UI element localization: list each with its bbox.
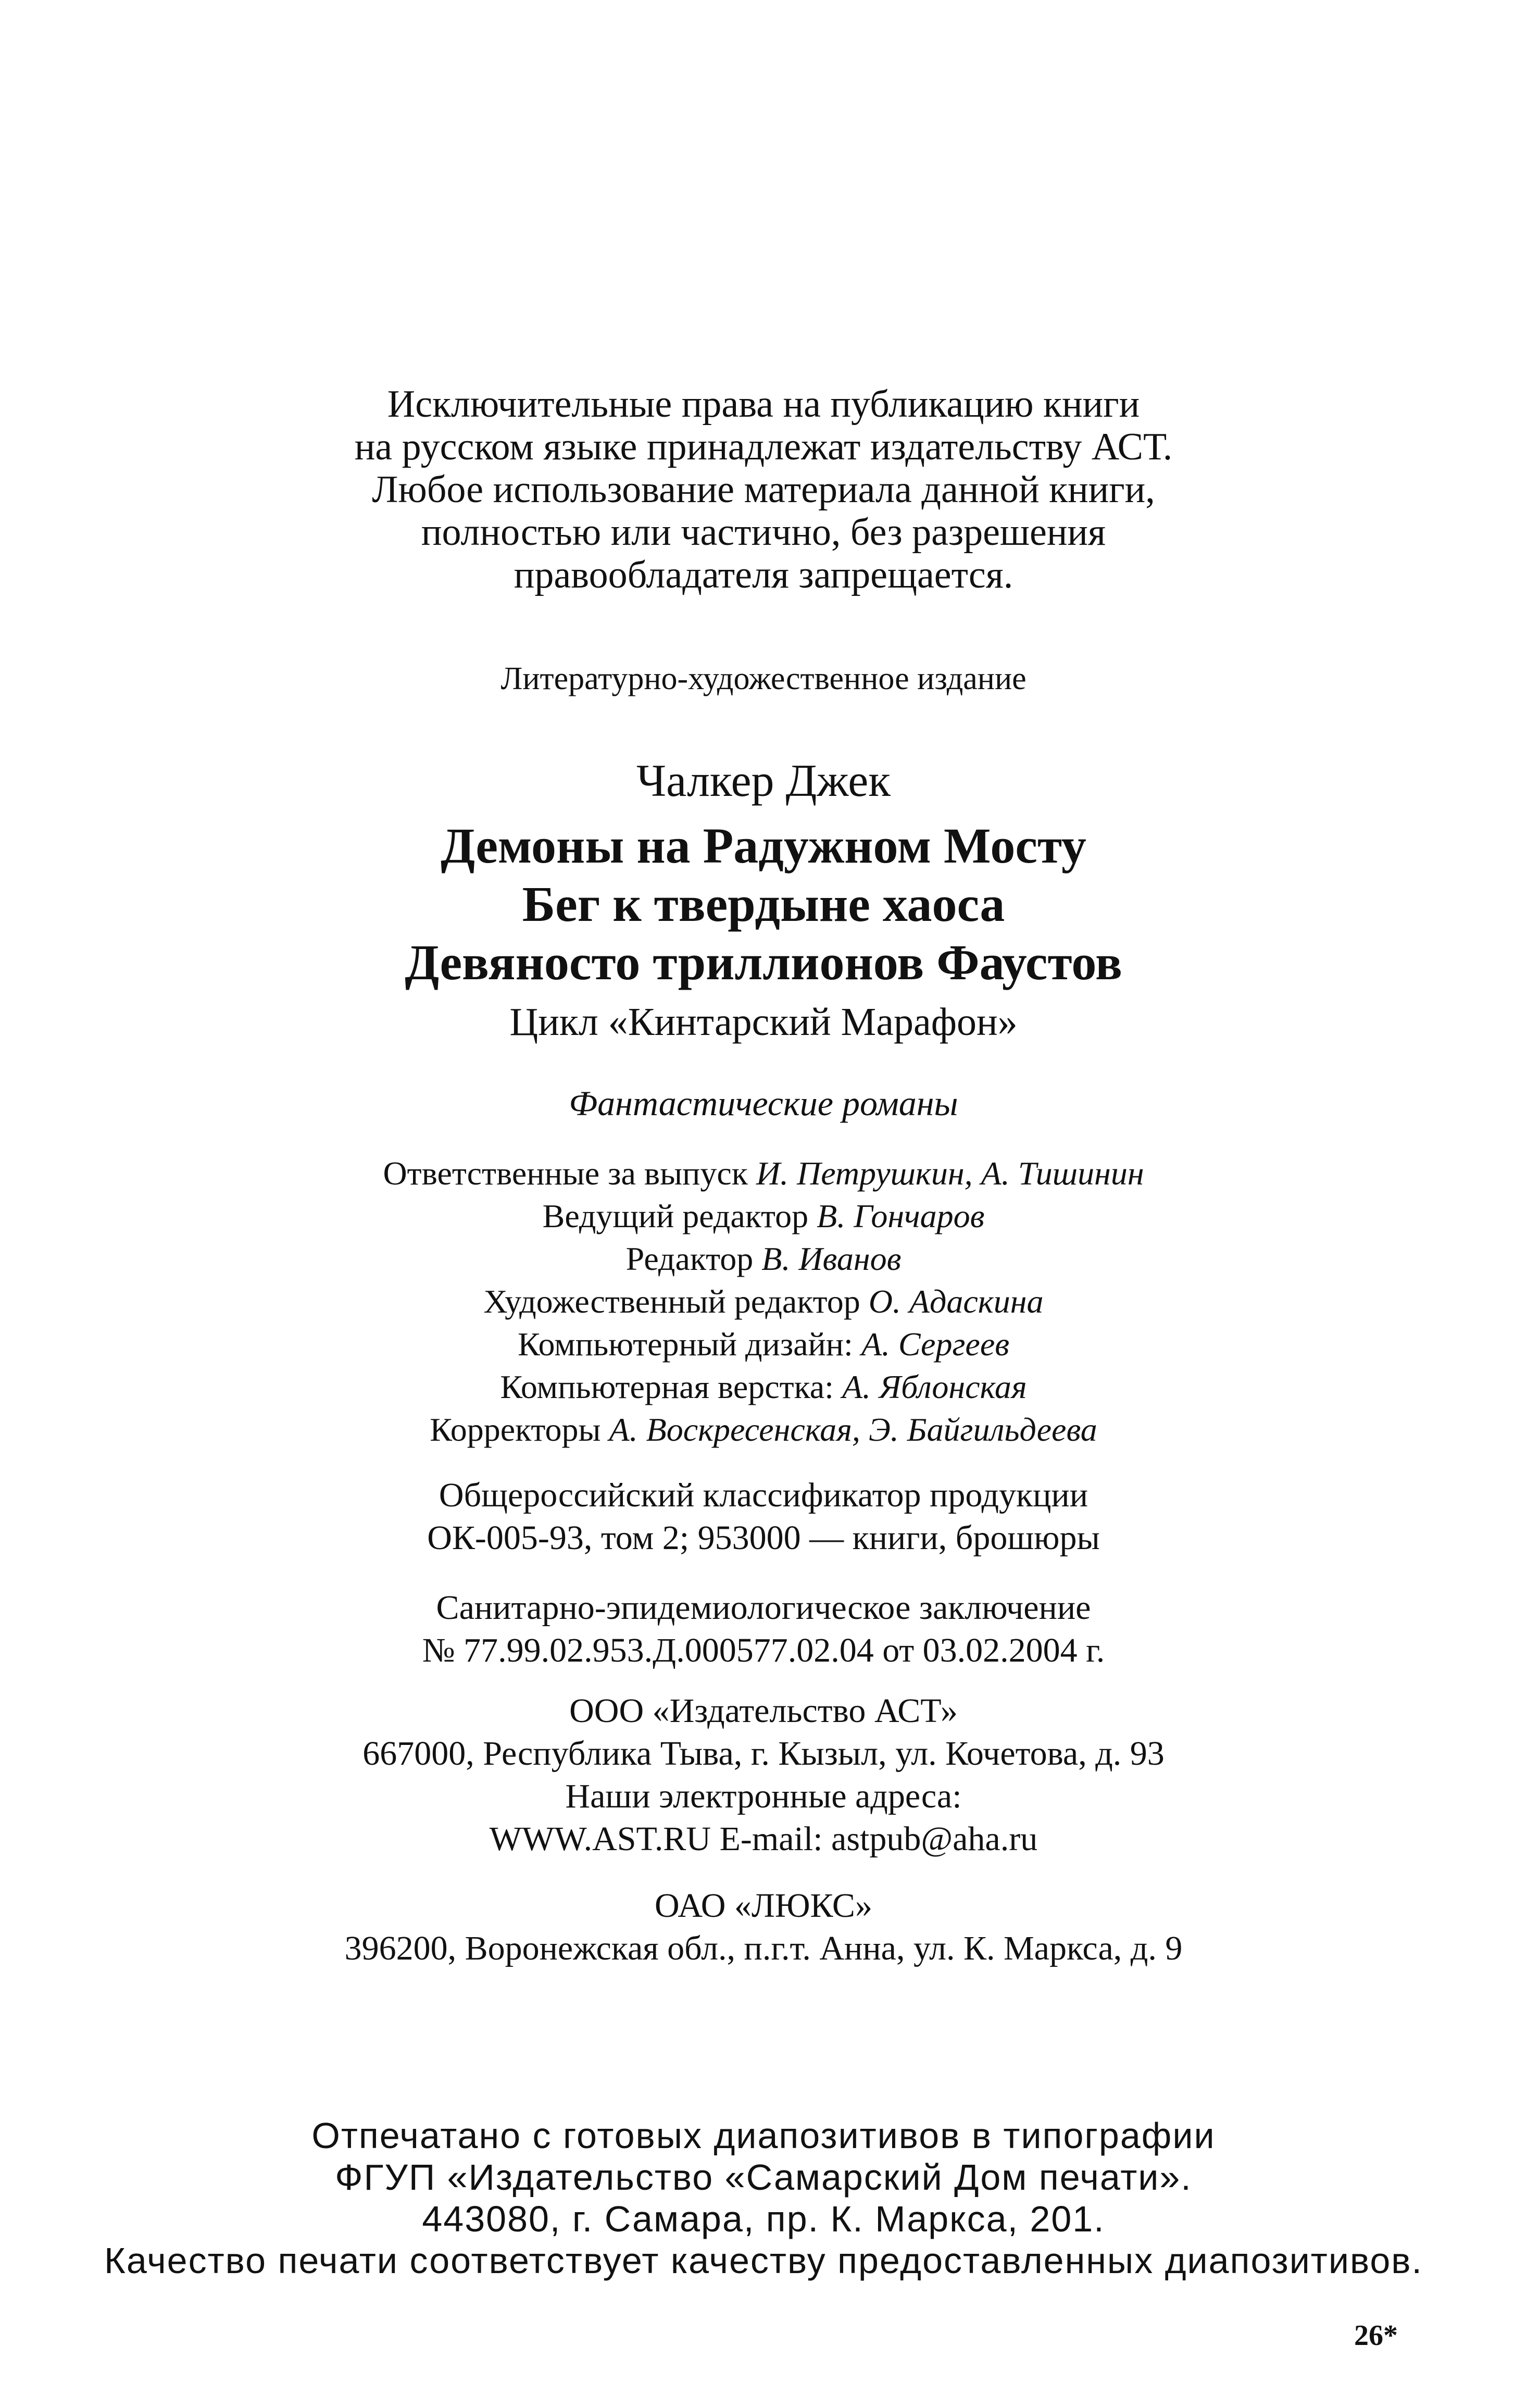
classifier-line: ОК-005-93, том 2; 953000 — книги, брошюры [427,1519,1100,1557]
printing-company [0,1885,1527,1970]
copyright-line: Любое использование материала данной книги, [372,468,1155,511]
publisher-line: Наши электронные адреса: [565,1777,962,1815]
classifier-line: Общероссийский классификатор продукции [439,1476,1088,1514]
credit-name: И. Петрушкин, А. Тишинин [756,1155,1144,1192]
credit-role: Корректоры [430,1411,601,1448]
publisher-line: ООО «Издательство АСТ» [569,1692,958,1730]
credit-line [0,1323,1527,1366]
credit-role: Ведущий редактор [542,1197,809,1234]
author-name: Чалкер Джек [636,756,891,806]
credit-name: А. Сергеев [861,1326,1010,1363]
copyright-line: полностью или частично, без разрешения [421,511,1106,554]
printing-note-line: 443080, г. Самара, пр. К. Маркса, 201. [422,2199,1105,2239]
genre: Фантастические романы [569,1083,958,1123]
credit-role: Ответственные за выпуск [383,1155,748,1192]
credit-line [0,1280,1527,1323]
book-title: Бег к твердыне хаоса [522,876,1005,932]
credit-line [0,1366,1527,1408]
credit-name: В. Гончаров [817,1197,985,1234]
credit-line [0,1238,1527,1280]
book-title: Девяносто триллионов Фаустов [405,934,1122,990]
credit-role: Компьютерный дизайн: [517,1326,853,1363]
book-titles [0,817,1527,992]
copyright-line: правообладателя запрещается. [514,554,1013,596]
credit-name: А. Яблонская [842,1368,1027,1405]
product-classifier [0,1474,1527,1559]
printing-note-line: ФГУП «Издательство «Самарский Дом печати». [335,2157,1192,2198]
credit-line [0,1195,1527,1238]
credit-line [0,1408,1527,1451]
credit-name: О. Адаскина [868,1283,1044,1320]
printing-note-line: Качество печати соответствует качеству предоставленных диапозитивов. [104,2240,1423,2281]
credit-line [0,1152,1527,1195]
credit-name: В. Иванов [761,1240,902,1277]
publisher-info [0,1690,1527,1861]
printing-note [0,2115,1527,2281]
publisher-line: 667000, Республика Тыва, г. Кызыл, ул. Кочетова, д. 93 [362,1735,1165,1773]
edition-type: Литературно-художественное издание [500,661,1027,696]
copyright-line: Исключительные права на публикацию книги [387,383,1140,426]
copyright-notice [0,383,1527,596]
credits-list [0,1152,1527,1451]
signature-mark: 26* [1354,2319,1398,2352]
printer-line: 396200, Воронежская обл., п.г.т. Анна, ул. К. Маркса, д. 9 [344,1929,1183,1967]
credit-role: Художественный редактор [483,1283,860,1320]
publisher-line: WWW.AST.RU E-mail: astpub@aha.ru [489,1820,1038,1858]
credit-role: Редактор [625,1240,754,1277]
printer-line: ОАО «ЛЮКС» [655,1887,872,1925]
credit-name: А. Воскресенская, Э. Байгильдеева [609,1411,1097,1448]
sanitary-line: Санитарно-эпидемиологическое заключение [436,1589,1091,1627]
copyright-line: на русском языке принадлежат издательству АСТ. [354,426,1173,468]
book-title: Демоны на Радужном Мосту [441,818,1086,874]
sanitary-certificate [0,1587,1527,1672]
credit-role: Компьютерная верстка: [500,1368,834,1405]
series-cycle: Цикл «Кинтарский Марафон» [509,1000,1018,1044]
printing-note-line: Отпечатано с готовых диапозитивов в типографии [311,2115,1216,2156]
sanitary-line: № 77.99.02.953.Д.000577.02.04 от 03.02.2004 г. [422,1631,1105,1669]
